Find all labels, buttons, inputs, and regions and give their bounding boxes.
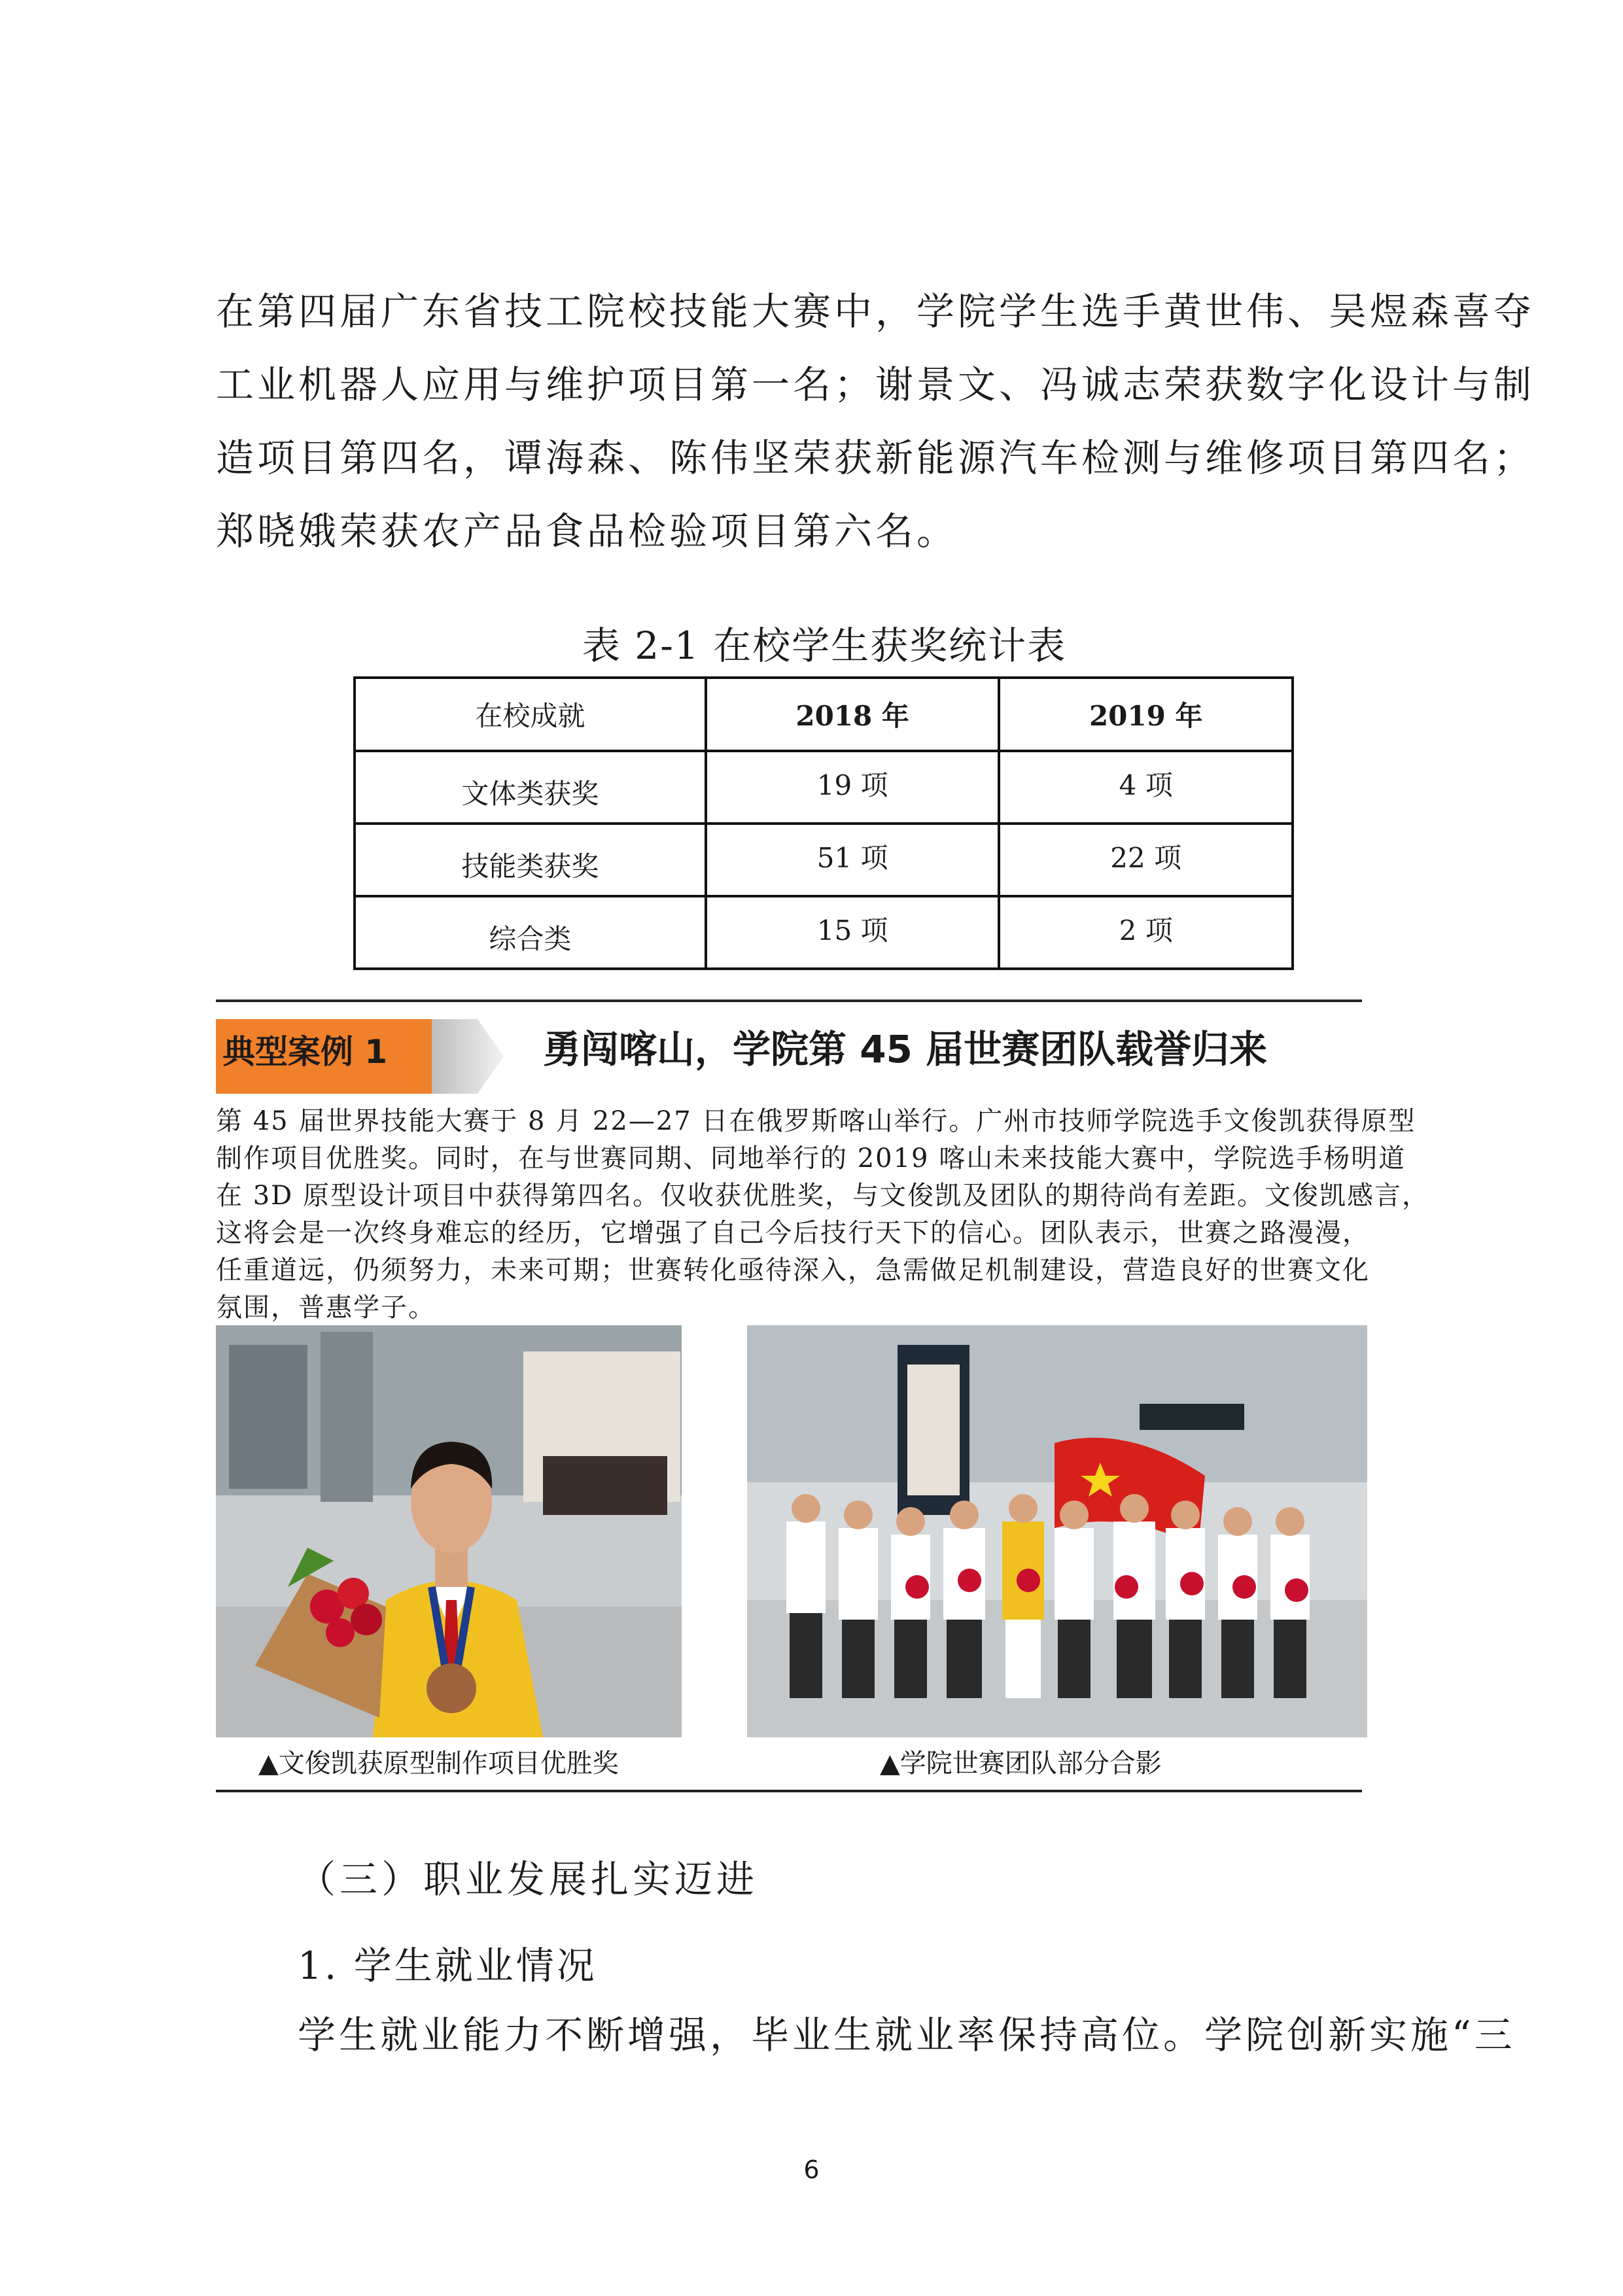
intro-paragraph — [216, 275, 1535, 568]
table-cell-category: 文体类获奖 — [355, 751, 706, 824]
case-line-5: 任重道远，仍须努力，未来可期；世赛转化亟待深入，急需做足机制建设，营造良好的世赛文化 — [216, 1255, 1370, 1285]
intro-line-4: 郑晓娥荣获农产品食品检验项目第六名。 — [216, 509, 958, 553]
table-row — [355, 896, 1293, 969]
intro-line-1: 在第四届广东省技工院校技能大赛中，学院学生选手黄世伟、吴煜森喜夺 — [216, 289, 1535, 334]
case-title: 勇闯喀山，学院第 45 届世赛团队载誉归来 — [543, 1027, 1268, 1071]
table-cell-value: 22 项 — [999, 824, 1293, 896]
table-cell-value: 19 项 — [706, 751, 1000, 824]
intro-line-3: 造项目第四名，谭海森、陈伟坚荣获新能源汽车检测与维修项目第四名； — [216, 436, 1535, 480]
table-row — [355, 751, 1293, 824]
case-body — [216, 1103, 1446, 1327]
table-cell-value: 51 项 — [706, 824, 1000, 896]
photo-team-group — [747, 1325, 1367, 1737]
table-cell-category: 综合类 — [355, 896, 706, 969]
table-header-2018: 2018 年 — [706, 678, 1000, 751]
case-top-rule — [216, 1000, 1362, 1002]
case-arrow-icon — [432, 1019, 504, 1094]
section-subheading: 1. 学生就业情况 — [298, 1943, 597, 1988]
table-row — [355, 824, 1293, 896]
page-number: 6 — [803, 2155, 820, 2184]
photo1-caption: ▲文俊凯获原型制作项目优胜奖 — [258, 1748, 619, 1779]
table-header-achievement: 在校成就 — [355, 678, 706, 751]
table-cell-value: 2 项 — [999, 896, 1293, 969]
case-line-6: 氛围，普惠学子。 — [216, 1293, 436, 1323]
photo2-caption: ▲学院世赛团队部分合影 — [880, 1748, 1162, 1779]
case-line-4: 这将会是一次终身难忘的经历，它增强了自己今后技行天下的信心。团队表示，世赛之路漫漫， — [216, 1218, 1370, 1248]
case-line-2: 制作项目优胜奖。同时，在与世赛同期、同地举行的 2019 喀山未来技能大赛中，学院选手杨明道 — [216, 1143, 1406, 1174]
award-statistics-table — [353, 676, 1294, 970]
intro-line-2: 工业机器人应用与维护项目第一名；谢景文、冯诚志荣获数字化设计与制 — [216, 362, 1535, 407]
table-caption: 表 2-1 在校学生获奖统计表 — [582, 623, 1067, 668]
table-cell-value: 4 项 — [999, 751, 1293, 824]
section-body-text: 学生就业能力不断增强，毕业生就业率保持高位。学院创新实施“三 — [298, 2013, 1516, 2057]
section-heading: （三）职业发展扎实迈进 — [298, 1857, 759, 1902]
case-line-1: 第 45 届世界技能大赛于 8 月 22—27 日在俄罗斯喀山举行。广州市技师学院选手文俊凯获得原型 — [216, 1106, 1416, 1136]
table-header-row — [355, 678, 1293, 751]
photo-medal-winner — [216, 1325, 682, 1737]
case-tag: 典型案例 1 — [216, 1019, 432, 1094]
case-bottom-rule — [216, 1790, 1362, 1792]
table-cell-value: 15 项 — [706, 896, 1000, 969]
case-line-3: 在 3D 原型设计项目中获得第四名。仅收获优胜奖，与文俊凯及团队的期待尚有差距。文俊凯感言， — [216, 1181, 1429, 1211]
table-header-2019: 2019 年 — [999, 678, 1293, 751]
table-cell-category: 技能类获奖 — [355, 824, 706, 896]
